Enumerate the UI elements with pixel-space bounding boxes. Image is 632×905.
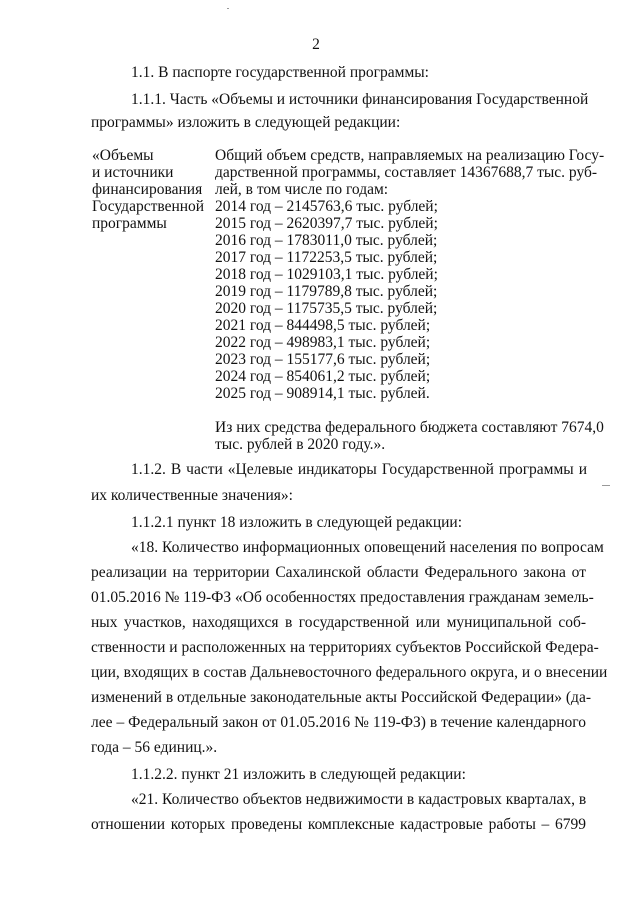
table-left-line: финансирования: [92, 181, 203, 198]
paragraph-line: 01.05.2016 № 119-ФЗ «Об особенностях предоставления гражданам земель-: [91, 589, 594, 606]
table-left-line: и источники: [92, 164, 174, 181]
year-line: 2023 год – 155177,6 тыс. рублей;: [215, 351, 431, 368]
year-line: 2021 год – 844498,5 тыс. рублей;: [215, 317, 431, 334]
paragraph-line: реализации на территории Сахалинской области Федерального закона от: [91, 564, 586, 581]
clause-1-1: 1.1. В паспорте государственной программы:: [131, 64, 429, 81]
table-left-line: «Объемы: [92, 147, 154, 164]
year-line: 2020 год – 1175735,5 тыс. рублей;: [215, 300, 438, 317]
paragraph-line: ственности и расположенных на территориях субъектов Российской Федера-: [91, 639, 599, 656]
table-left-line: программы: [92, 215, 167, 232]
federal-line: Из них средства федерального бюджета составляют 7674,0: [215, 419, 604, 436]
page-number: 2: [312, 36, 320, 53]
paragraph-line: лее – Федеральный закон от 01.05.2016 № 119-ФЗ) в течение календарного: [91, 714, 586, 731]
table-intro-line: дарственной программы, составляет 14367688,7 тыс. руб-: [215, 164, 598, 181]
clause-1-1-1-line1: 1.1.1. Часть «Объемы и источники финансирования Государственной: [131, 91, 589, 108]
clause-1-1-2-line2: их количественные значения»:: [91, 487, 293, 504]
paragraph-line: года – 56 единиц.».: [91, 739, 218, 756]
paragraph-line: изменений в отдельные законодательные акты Российской Федерации» (да-: [91, 689, 591, 706]
year-line: 2025 год – 908914,1 тыс. рублей.: [215, 385, 430, 402]
year-line: 2022 год – 498983,1 тыс. рублей;: [215, 334, 431, 351]
year-line: 2016 год – 1783011,0 тыс. рублей;: [215, 232, 438, 249]
year-line: 2014 год – 2145763,6 тыс. рублей;: [215, 198, 438, 215]
table-intro-line: Общий объем средств, направляемых на реализацию Госу-: [215, 147, 605, 164]
year-line: 2018 год – 1029103,1 тыс. рублей;: [215, 266, 438, 283]
paragraph-line: отношении которых проведены комплексные кадастровые работы – 6799: [91, 816, 586, 833]
paragraph-line: ных участков, находящихся в государственной или муниципальной соб-: [91, 614, 586, 631]
scan-artifact: [227, 8, 229, 9]
paragraph-line: «21. Количество объектов недвижимости в кадастровых кварталах, в: [131, 791, 587, 808]
year-line: 2019 год – 1179789,8 тыс. рублей;: [215, 283, 438, 300]
paragraph-line: «18. Количество информационных оповещений населения по вопросам: [131, 539, 604, 556]
clause-1-1-2-2: 1.1.2.2. пункт 21 изложить в следующей редакции:: [131, 766, 466, 783]
clause-1-1-2-1: 1.1.2.1 пункт 18 изложить в следующей редакции:: [131, 514, 463, 531]
clause-1-1-2-line1: 1.1.2. В части «Целевые индикаторы Государственной программы и: [131, 461, 587, 478]
federal-line: тыс. рублей в 2020 году.».: [215, 436, 386, 453]
scan-artifact: [602, 485, 610, 486]
table-left-line: Государственной: [92, 198, 205, 215]
table-intro-line: лей, в том числе по годам:: [215, 181, 389, 198]
year-line: 2017 год – 1172253,5 тыс. рублей;: [215, 249, 438, 266]
year-line: 2024 год – 854061,2 тыс. рублей;: [215, 368, 431, 385]
paragraph-line: ции, входящих в состав Дальневосточного федерального округа, и о внесении: [91, 664, 608, 681]
year-line: 2015 год – 2620397,7 тыс. рублей;: [215, 215, 438, 232]
clause-1-1-1-line2: программы» изложить в следующей редакции:: [91, 114, 401, 131]
